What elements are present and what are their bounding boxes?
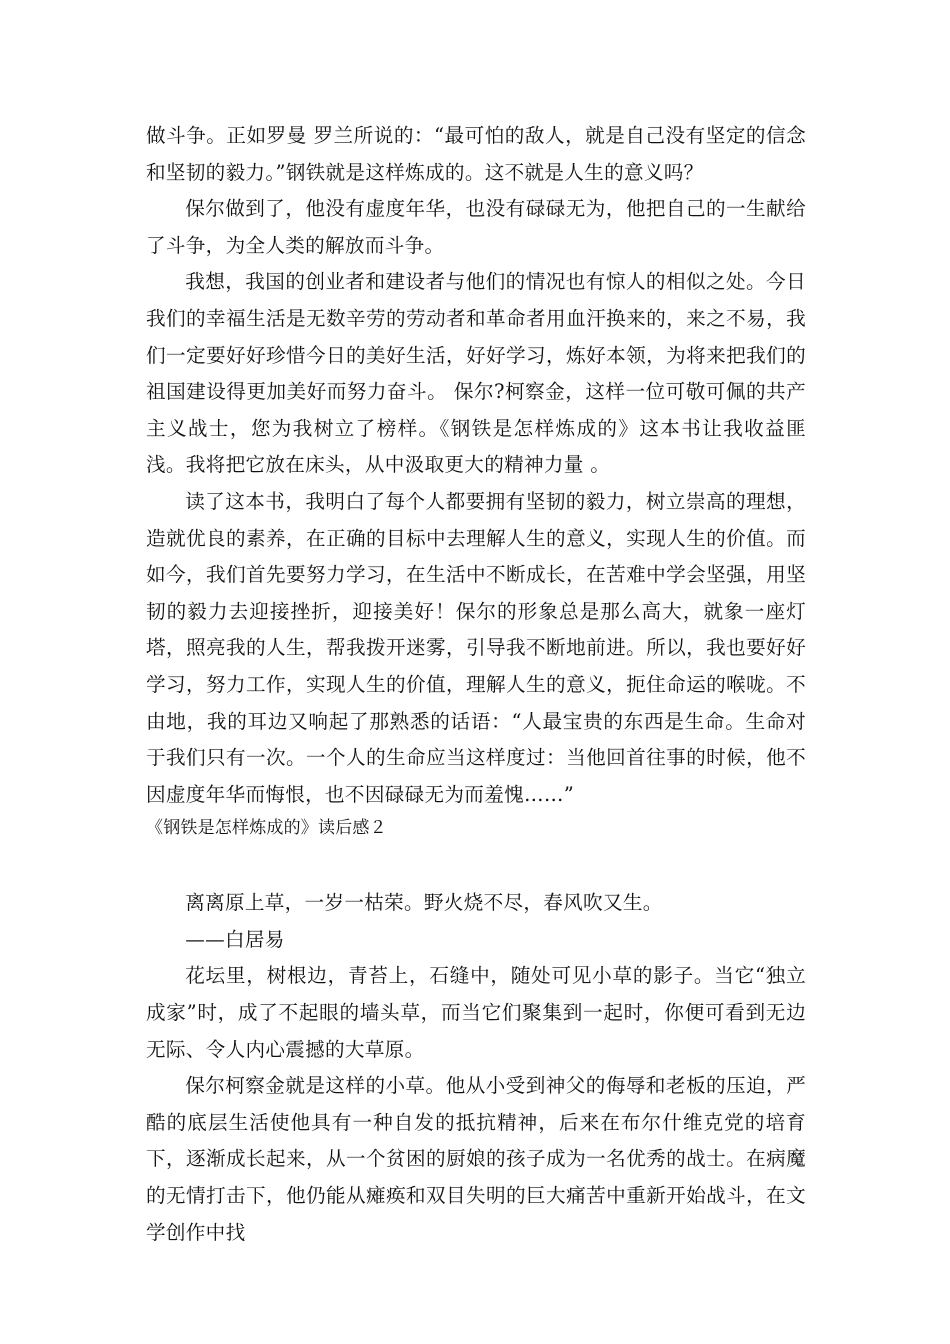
paragraph-3: 我想，我国的创业者和建设者与他们的情况也有惊人的相似之处。今日我们的幸福生活是无数辛劳的劳动者和革命者用血汗换来的，来之不易，我们一定要好好珍惜今日的美好生活，好好学习，炼好本领，为将来把我们的祖国建设得更加美好而努力奋斗。 保尔?柯察金，这样一位可敬可佩的共产主义战士，您为我树立了榜样。《钢铁是怎样炼成的》这本书让我收益匪浅。我将把它放在床头，从中汲取更大的精神力量 。 [146, 270, 806, 477]
section-title: 《钢铁是怎样炼成的》读后感２ [146, 818, 387, 839]
paragraph-6: 保尔柯察金就是这样的小草。他从小受到神父的侮辱和老板的压迫，严酷的底层生活使他具有一种自发的抵抗精神，后来在布尔什维克党的培育下，逐渐成长起来，从一个贫困的厨娘的孩子成为一名优秀的战士。在病魔的无情打击下，他仍能从瘫痪和双目失明的巨大痛苦中重新开始战斗，在文学创作中找 [146, 1074, 806, 1244]
poem-author: ——白居易 [185, 927, 285, 951]
document-page [146, 118, 806, 1251]
spacer [146, 843, 806, 885]
paragraph-5: 花坛里，树根边，青苔上，石缝中，随处可见小草的影子。当它“独立成家”时，成了不起眼的墙头草，而当它们聚集到一起时，你便可看到无边无际、令人内心震撼的大草原。 [146, 964, 806, 1061]
poem-line: 离离原上草，一岁一枯荣。野火烧不尽，春风吹又生。 [185, 891, 663, 915]
paragraph-2: 保尔做到了，他没有虚度年华，也没有碌碌无为，他把自己的一生献给了斗争，为全人类的解放而斗争。 [146, 197, 806, 257]
paragraph-1: 做斗争。正如罗曼 罗兰所说的：“最可怕的敌人，就是自己没有坚定的信念和坚韧的毅力。”钢铁就是这样炼成的。这不就是人生的意义吗？ [146, 124, 806, 184]
paragraph-4: 读了这本书，我明白了每个人都要拥有坚韧的毅力，树立崇高的理想，造就优良的素养，在正确的目标中去理解人生的意义，实现人生的价值。而如今，我们首先要努力学习，在生活中不断成长，在苦难中学会坚强，用坚韧的毅力去迎接挫折，迎接美好！保尔的形象总是那么高大，就象一座灯塔，照亮我的人生，帮我拨开迷雾，引导我不断地前进。所以，我也要好好学习，努力工作，实现人生的价值，理解人生的意义，扼住命运的喉咙。不由地，我的耳边又响起了那熟悉的话语：“人最宝贵的东西是生命。生命对于我们只有一次。一个人的生命应当这样度过：当他回首往事的时候，他不因虚度年华而悔恨，也不因碌碌无为而羞愧……” [146, 489, 806, 806]
